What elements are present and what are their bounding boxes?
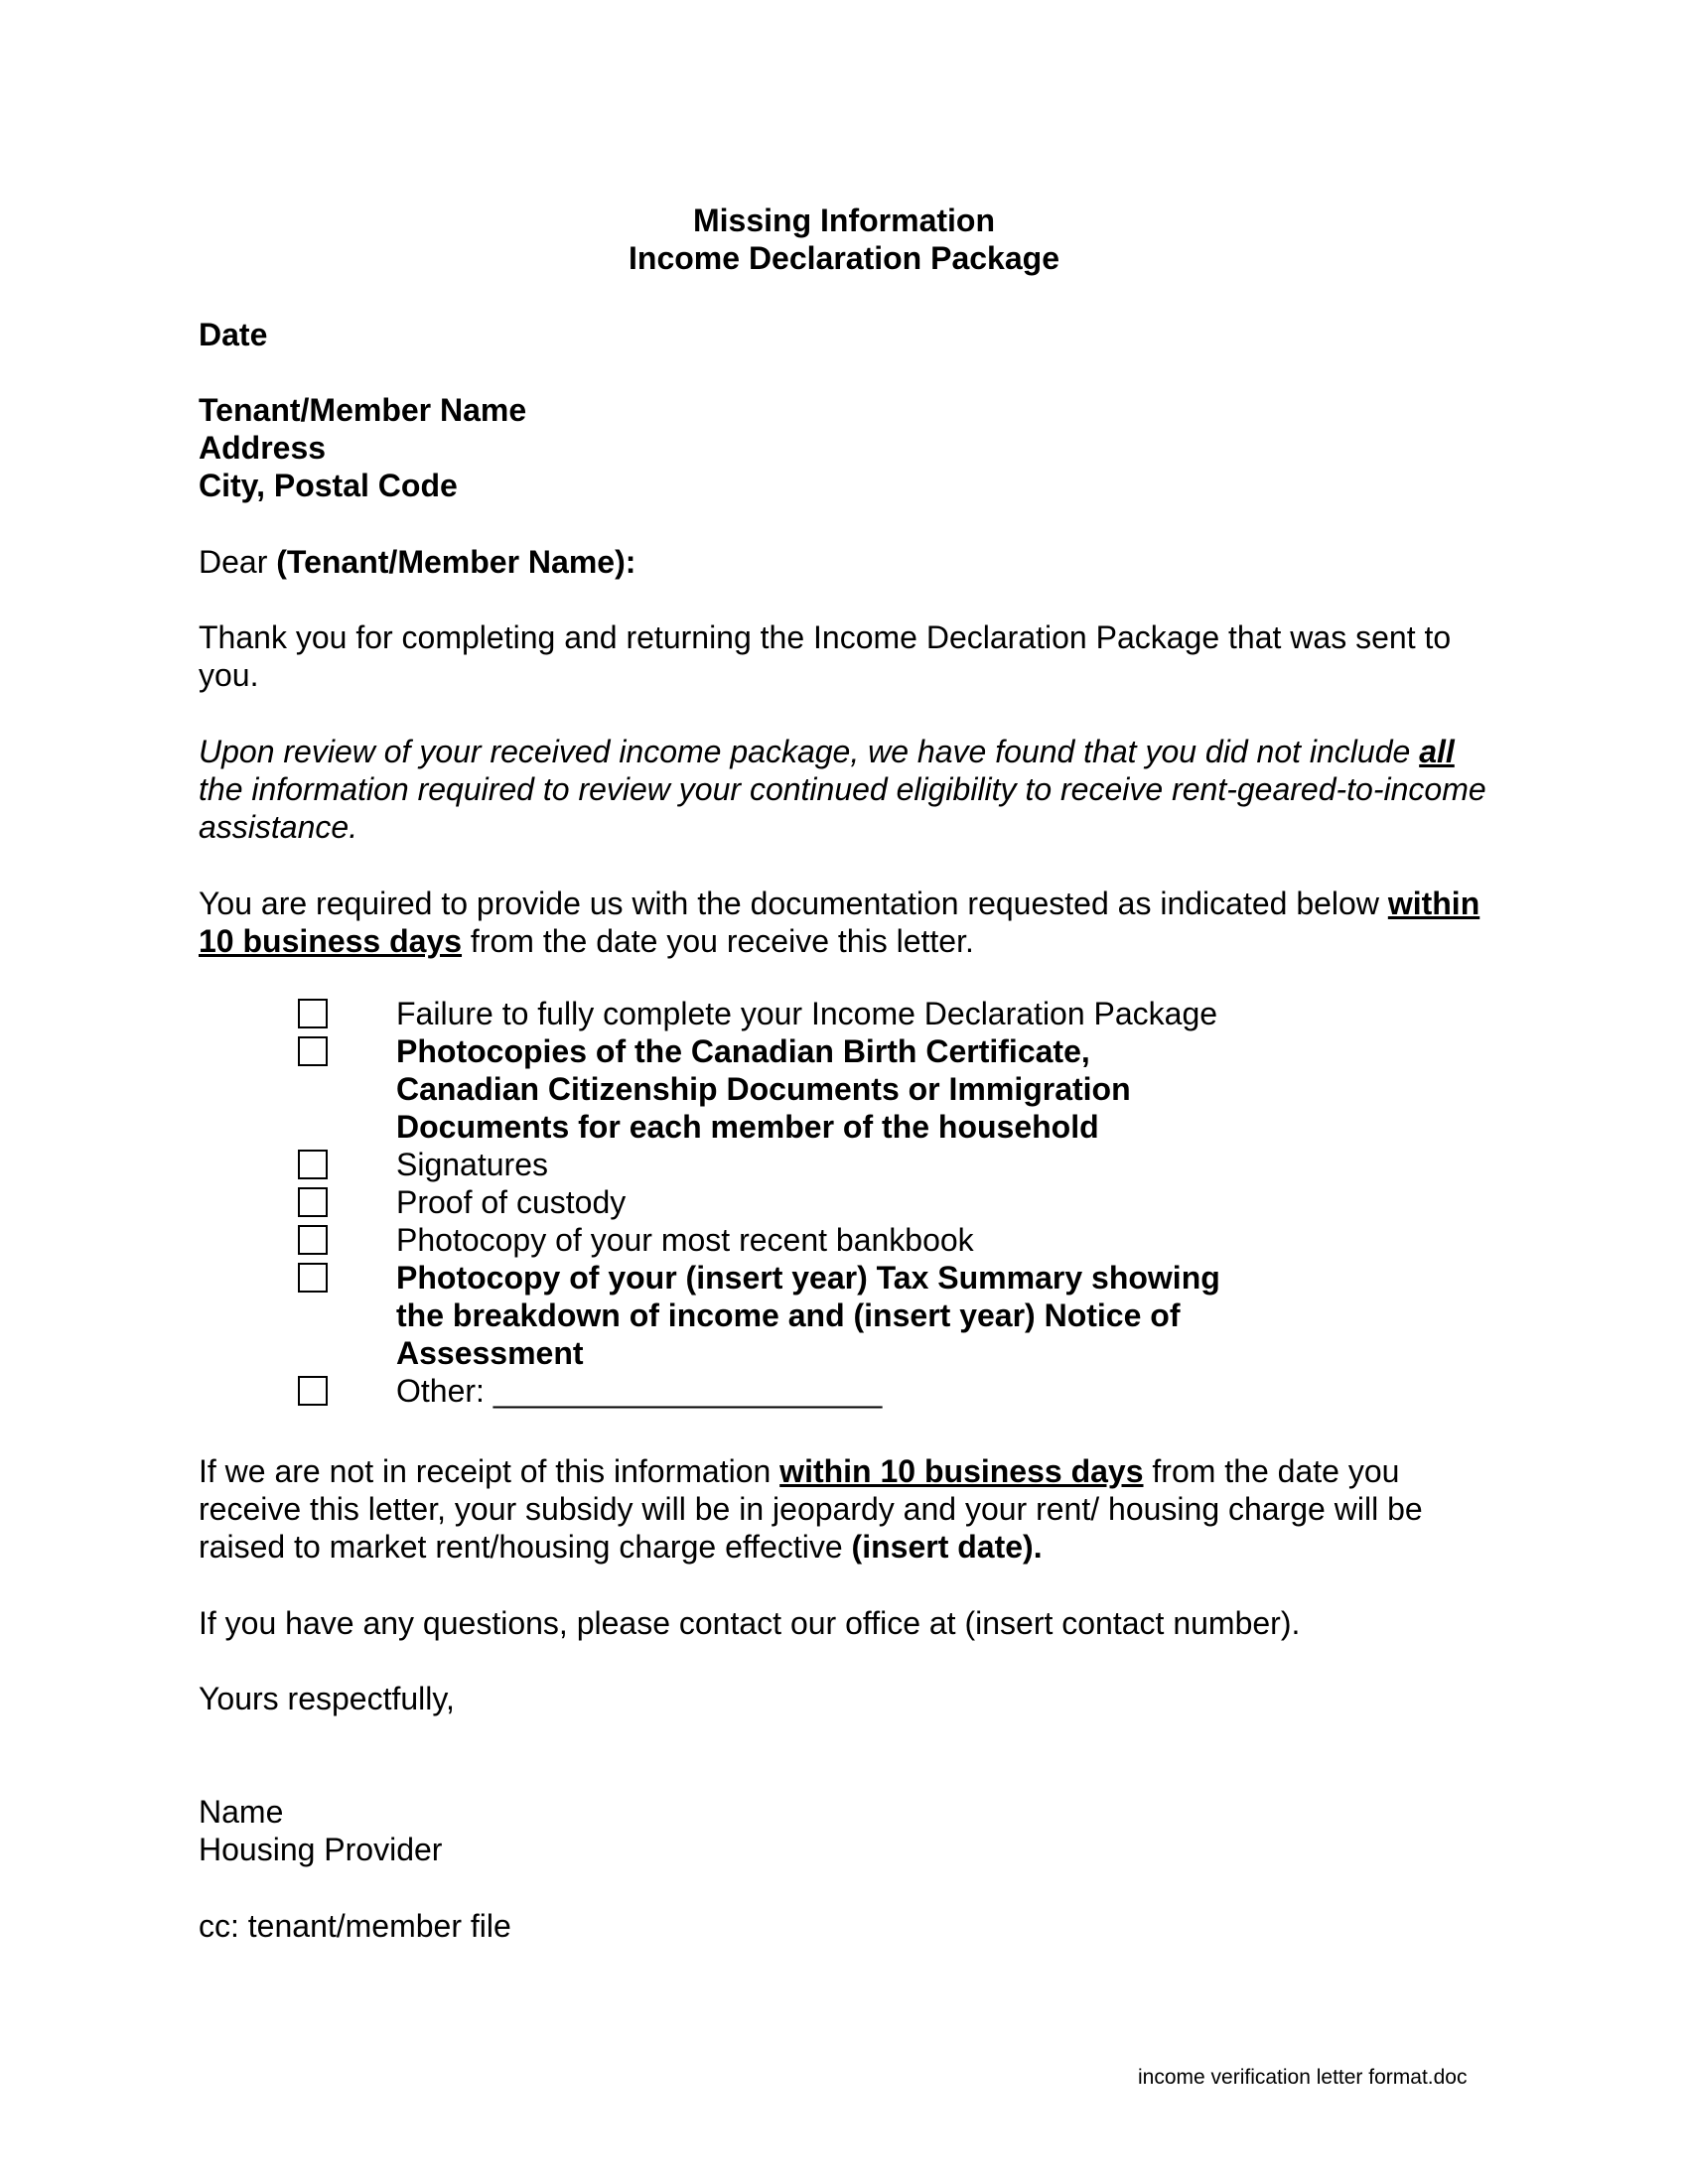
requirement-deadline: within 10 business days xyxy=(199,886,1480,959)
checklist-item xyxy=(298,1032,1390,1146)
warning-effective-date: (insert date). xyxy=(851,1529,1043,1565)
review-text-end: the information required to review your continued eligibility to receive rent-geared-to-income assistance. xyxy=(199,771,1486,845)
title-line-2: Income Declaration Package xyxy=(629,240,1059,276)
checklist-item-label: Photocopy of your most recent bankbook xyxy=(396,1222,974,1258)
warning-text-start: If we are not in receipt of this information xyxy=(199,1453,780,1489)
checklist-item xyxy=(298,995,1390,1032)
checkbox[interactable] xyxy=(298,1036,328,1066)
checklist-item-label: Other: ______________________ xyxy=(396,1373,883,1409)
paragraph-deadline-warning xyxy=(199,1452,1489,1566)
checkbox[interactable] xyxy=(298,1225,328,1255)
signature-name: Name xyxy=(199,1794,284,1830)
warning-text-middle: from the date you receive this letter, your subsidy will be in jeopardy and your rent/ housing charge will be raised to market rent/housing charge effective xyxy=(199,1453,1423,1565)
document-checklist xyxy=(298,995,1390,1410)
checklist-item xyxy=(298,1183,1390,1221)
checklist-item-label: Failure to fully complete your Income Declaration Package xyxy=(396,996,1218,1031)
requirement-text-end: from the date you receive this letter. xyxy=(462,923,974,959)
signature-block xyxy=(199,1793,1489,1868)
title-line-1: Missing Information xyxy=(693,203,995,238)
paragraph-thank-you: Thank you for completing and returning the Income Declaration Package that was sent to you. xyxy=(199,619,1452,693)
recipient-name: Tenant/Member Name xyxy=(199,392,527,428)
checklist-item xyxy=(298,1372,1390,1410)
checkbox[interactable] xyxy=(298,1263,328,1293)
footer-filename: income verification letter format.doc xyxy=(1138,2066,1468,2089)
signature-org: Housing Provider xyxy=(199,1832,443,1867)
checkbox[interactable] xyxy=(298,1150,328,1179)
warning-deadline: within 10 business days xyxy=(779,1453,1144,1489)
paragraph-contact: If you have any questions, please contact our office at (insert contact number). xyxy=(199,1605,1301,1641)
date-label: Date xyxy=(199,317,268,352)
closing: Yours respectfully, xyxy=(199,1681,455,1716)
checklist-item-label: Photocopies of the Canadian Birth Certificate, Canadian Citizenship Documents or Immigration Documents for each member of the household xyxy=(396,1033,1131,1145)
salutation xyxy=(199,543,1489,581)
recipient-city: City, Postal Code xyxy=(199,468,458,503)
checklist-item-label: Proof of custody xyxy=(396,1184,627,1220)
paragraph-requirement xyxy=(199,885,1489,960)
requirement-text-start: You are required to provide us with the documentation requested as indicated below xyxy=(199,886,1388,921)
checkbox[interactable] xyxy=(298,1376,328,1406)
recipient-block xyxy=(199,391,1489,504)
cc-line: cc: tenant/member file xyxy=(199,1908,511,1944)
checkbox[interactable] xyxy=(298,999,328,1028)
checklist-item xyxy=(298,1221,1390,1259)
review-emphasis: all xyxy=(1419,734,1455,769)
review-text-start: Upon review of your received income package, we have found that you did not include xyxy=(199,734,1420,769)
checklist-item xyxy=(298,1146,1390,1183)
salutation-name: (Tenant/Member Name): xyxy=(276,544,636,580)
checkbox[interactable] xyxy=(298,1187,328,1217)
recipient-address: Address xyxy=(199,430,327,466)
checklist-item-label: Photocopy of your (insert year) Tax Summary showing the breakdown of income and (insert year) Notice of Assessment xyxy=(396,1260,1220,1371)
checklist-item xyxy=(298,1259,1390,1372)
checklist-item-label: Signatures xyxy=(396,1147,548,1182)
paragraph-review xyxy=(199,733,1489,846)
salutation-prefix: Dear xyxy=(199,544,277,580)
